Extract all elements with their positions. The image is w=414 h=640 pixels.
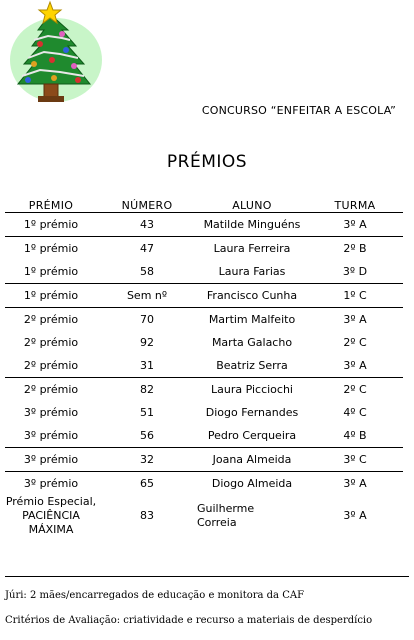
cell-aluno: Beatriz Serra — [216, 358, 288, 372]
cell-premio: 2º prémio — [23, 358, 79, 372]
cell-turma: 4º B — [343, 428, 367, 442]
cell-premio: 1º prémio — [23, 264, 79, 278]
table-row — [5, 378, 403, 402]
table-row — [5, 260, 403, 284]
table-row — [5, 448, 403, 472]
cell-aluno: Diogo Almeida — [197, 472, 307, 496]
criteria-note: Critérios de Avaliação: criatividade e recurso a materiais de desperdício — [5, 615, 373, 626]
table-row — [5, 213, 403, 237]
cell-premio: 1º prémio — [23, 217, 79, 231]
cell-aluno: Francisco Cunha — [197, 284, 307, 308]
cell-premio: 3º prémio — [5, 472, 97, 496]
column-header-premio: PRÉMIO — [5, 199, 97, 213]
cell-aluno: Matilde Minguéns — [203, 217, 301, 231]
column-header-aluno: ALUNO — [197, 199, 307, 213]
cell-aluno: Laura Ferreira — [197, 237, 307, 261]
cell-numero: 83 — [140, 509, 154, 522]
special-student-line: Guilherme — [197, 502, 255, 515]
table-row — [5, 401, 403, 424]
cell-premio: 1º prémio — [5, 237, 97, 261]
cell-turma: 3º C — [307, 448, 403, 472]
cell-numero: 31 — [140, 358, 154, 372]
cell-aluno: Laura Picciochi — [197, 378, 307, 402]
cell-numero: 70 — [97, 308, 197, 332]
table-row — [5, 284, 403, 308]
table-header-row — [5, 199, 403, 213]
cell-turma: 3º A — [307, 472, 403, 496]
cell-premio: 3º prémio — [5, 448, 97, 472]
table-row — [5, 237, 403, 261]
prizes-table — [5, 199, 403, 537]
table-row — [5, 354, 403, 378]
table-row — [5, 472, 403, 496]
contest-name: CONCURSO “ENFEITAR A ESCOLA” — [201, 104, 396, 117]
special-prize-row — [5, 495, 403, 537]
column-header-numero: NÚMERO — [97, 199, 197, 213]
cell-numero: 92 — [140, 335, 154, 349]
cell-premio: 3º prémio — [23, 428, 79, 442]
cell-numero: Sem nº — [97, 284, 197, 308]
cell-numero: 65 — [97, 472, 197, 496]
special-student-line: Correia — [197, 516, 237, 529]
cell-turma: 3º A — [307, 308, 403, 332]
footer-divider — [5, 576, 409, 577]
cell-premio: 2º prémio — [23, 335, 79, 349]
cell-turma: 2º C — [307, 378, 403, 402]
cell-premio: 2º prémio — [5, 308, 97, 332]
cell-turma: 3º A — [343, 358, 367, 372]
cell-aluno: Joana Almeida — [197, 448, 307, 472]
cell-numero: 47 — [97, 237, 197, 261]
special-prize-line: PACIÊNCIA — [22, 509, 80, 522]
cell-aluno: Martim Malfeito — [197, 308, 307, 332]
cell-numero: 32 — [97, 448, 197, 472]
jury-note: Júri: 2 mães/encarregados de educação e monitora da CAF — [5, 590, 305, 601]
cell-aluno: Diogo Fernandes — [205, 405, 299, 419]
cell-premio: 3º prémio — [23, 405, 79, 419]
cell-aluno: Pedro Cerqueira — [207, 428, 297, 442]
cell-aluno: Laura Farias — [218, 264, 286, 278]
cell-turma: 4º C — [343, 405, 367, 419]
cell-aluno: Marta Galacho — [211, 335, 293, 349]
column-header-turma: TURMA — [307, 199, 403, 213]
cell-numero: 43 — [140, 217, 154, 231]
cell-turma: 1º C — [307, 284, 403, 308]
special-prize-line: MÁXIMA — [28, 523, 74, 536]
cell-numero: 82 — [97, 378, 197, 402]
cell-numero: 51 — [140, 405, 154, 419]
table-row — [5, 308, 403, 332]
cell-turma: 3º A — [343, 217, 367, 231]
cell-numero: 58 — [140, 264, 154, 278]
cell-premio: 2º prémio — [5, 378, 97, 402]
cell-turma: 3º D — [342, 264, 368, 278]
special-prize-line: Prémio Especial, — [5, 495, 97, 508]
cell-premio-special — [5, 495, 97, 537]
cell-aluno-special — [197, 495, 307, 537]
christmas-tree-icon — [4, 0, 104, 106]
page-title: PRÉMIOS — [166, 152, 248, 172]
cell-numero: 56 — [140, 428, 154, 442]
cell-turma: 2º B — [307, 237, 403, 261]
table-row — [5, 331, 403, 354]
cell-turma: 2º C — [343, 335, 367, 349]
cell-premio: 1º prémio — [5, 284, 97, 308]
cell-turma: 3º A — [343, 509, 367, 522]
table-row — [5, 424, 403, 448]
